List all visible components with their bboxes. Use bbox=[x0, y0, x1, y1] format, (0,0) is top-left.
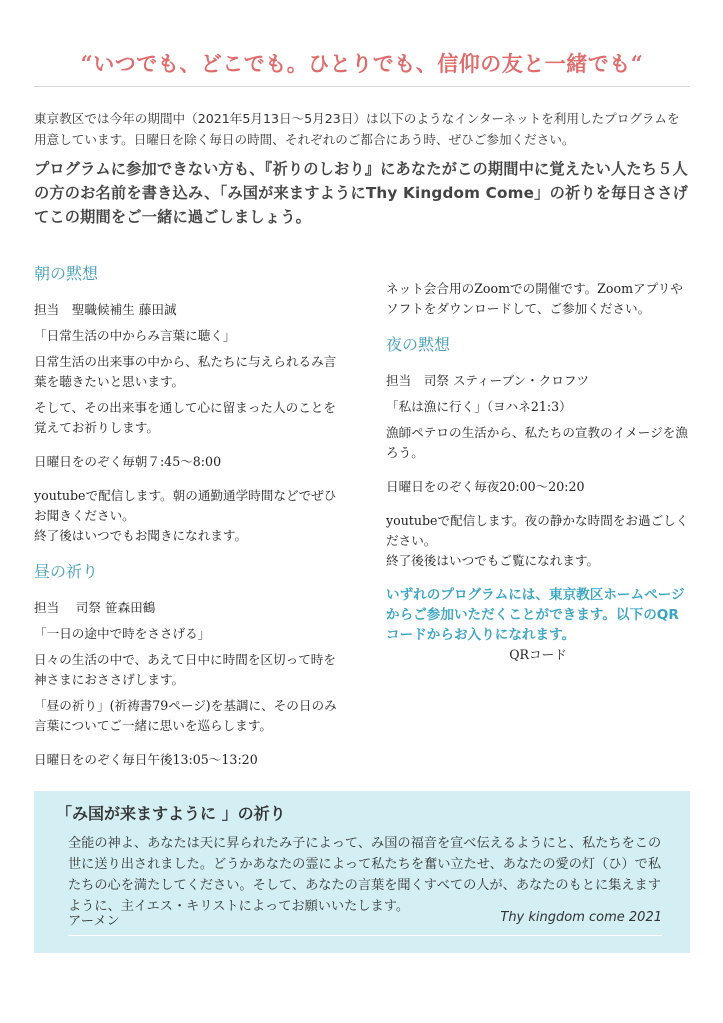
evening-after-note: 終了後後はいつでもご覧になれます。 bbox=[386, 553, 600, 568]
prayer-signature: Thy kingdom come 2021 bbox=[500, 910, 662, 925]
morning-stream-note: youtubeで配信します。朝の通勤通学時間などでぜひお聞きください。 bbox=[34, 488, 337, 523]
evening-time: 日曜日をのぞく毎夜20:00〜20:20 bbox=[386, 479, 585, 494]
banner-divider bbox=[34, 86, 690, 87]
evening-theme: 「私は漁に行く」（ヨハネ21:3） bbox=[386, 399, 572, 414]
noon-section-title: 昼の祈り bbox=[34, 562, 99, 581]
prayer-divider bbox=[68, 935, 662, 936]
intro-paragraph: 東京教区では今年の期間中（2021年5月13日〜5月23日）は以下のようなインターネットを利用したプログラムを用意しています。日曜日を除く毎日の時間、それぞれのご都合にあう時、ぜひご参加ください。 bbox=[34, 111, 680, 147]
right-column bbox=[386, 279, 690, 665]
noon-leader: 担当 司祭 笹森田鶴 bbox=[34, 600, 156, 615]
morning-description: 日常生活の出来事の中から、私たちに与えられるみ言葉を聴きたいと思います。 bbox=[34, 354, 337, 389]
morning-time: 日曜日をのぞく毎朝７:45〜8:00 bbox=[34, 454, 222, 469]
left-column bbox=[34, 262, 340, 770]
prayer-footer bbox=[68, 910, 662, 934]
morning-section-title: 朝の黙想 bbox=[34, 264, 99, 283]
prayer-box bbox=[34, 791, 690, 953]
access-note: いずれのプログラムには、東京教区ホームページからご参加いただくことができます。以下のQRコードからお入りになれます。 bbox=[386, 587, 685, 643]
morning-theme: 「日常生活の中からみ言葉に聴く」 bbox=[34, 328, 236, 343]
noon-description-2: 「昼の祈り」(祈祷書79ページ)を基調に、その日のみ言葉についてご一緒に思いを巡らします。 bbox=[34, 698, 337, 733]
evening-stream-note: youtubeで配信します。夜の静かな時間をお過ごしください。 bbox=[386, 513, 689, 548]
evening-leader: 担当 司祭 スティーブン・クロフツ bbox=[386, 373, 590, 388]
zoom-note: ネット会合用のZoomでの開催です。Zoomアプリやソフトをダウンロードして、ご参加ください。 bbox=[386, 281, 683, 316]
noon-theme: 「一日の途中で時をささげる」 bbox=[34, 626, 211, 641]
prayer-text: 全能の神よ、あなたは天に昇られたみ子によって、み国の福音を宣べ伝えるようにと、私たちをこの世に送り出されました。どうかあなたの霊によって私たちを奮い立たせ、あなたの愛の灯（ひ）で私たちの心を満たしてください。そして、あなたの言葉を聞くすべての人が、あなたのもとに集えますように、主イエス・キリストによってお願いいたします。 bbox=[68, 836, 662, 914]
lead-paragraph: プログラムに参加できない方も、『祈りのしおり』にあなたがこの期間中に覚えたい人たち５人の方のお名前を書き込み、「み国が来ますようにThy Kingdom Come」の祈りを毎日ささげてこの期間をご一緒に過ごしましょう。 bbox=[34, 160, 689, 226]
evening-section-title: 夜の黙想 bbox=[386, 335, 451, 354]
page-banner-title: “いつでも、どこでも。ひとりでも、信仰の友と一緒でも“ bbox=[80, 51, 644, 76]
morning-description-2: そして、その出来事を通して心に留まった人のことを覚えてお祈りします。 bbox=[34, 400, 336, 435]
prayer-title: 「み国が来ますように 」の祈り bbox=[56, 804, 286, 823]
noon-time: 日曜日をのぞく毎日午後13:05〜13:20 bbox=[34, 752, 258, 767]
evening-description: 漁師ペテロの生活から、私たちの宣教のイメージを漁ろう。 bbox=[386, 425, 688, 460]
qr-code-label: QRコード bbox=[509, 647, 567, 662]
morning-after-note: 終了後はいつでもお聞きになれます。 bbox=[34, 528, 248, 543]
morning-leader: 担当 聖職候補生 藤田誠 bbox=[34, 302, 177, 317]
noon-description: 日々の生活の中で、あえて日中に時間を区切って時を神さまにおささげします。 bbox=[34, 652, 336, 687]
prayer-amen: アーメン bbox=[68, 914, 120, 929]
